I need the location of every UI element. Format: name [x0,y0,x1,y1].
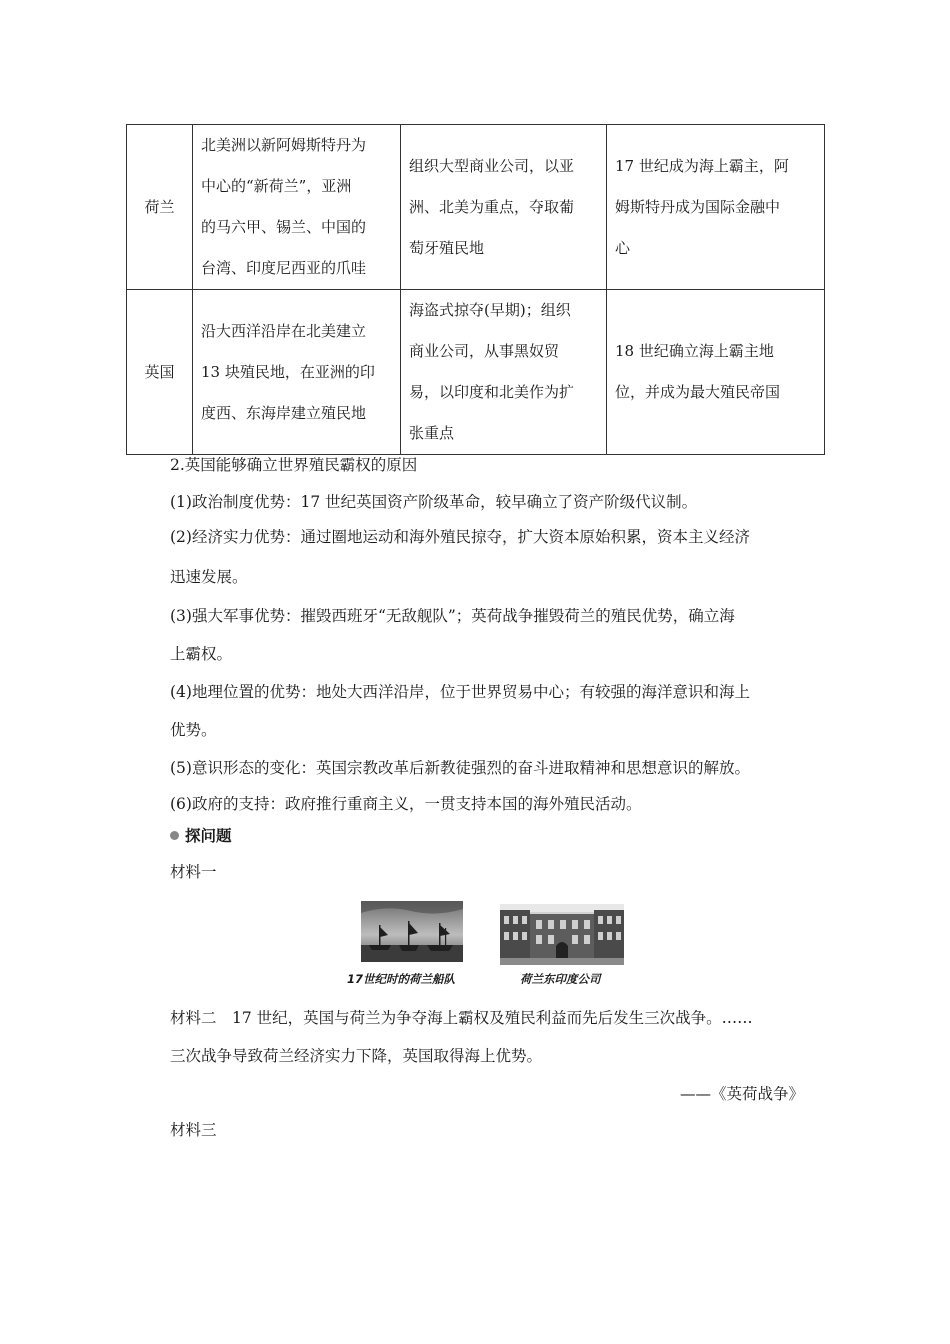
reason-paragraph: (1)政治制度优势：17 世纪英国资产阶级革命，较早确立了资产阶级代议制。 [170,493,698,511]
dutch-fleet-image [361,901,463,962]
section-heading: 2.英国能够确立世界殖民霸权的原因 [170,456,418,474]
reason-paragraph-cont: 优势。 [170,721,217,739]
result-cell [607,290,825,455]
country-cell: 英国 [127,290,193,455]
colonies-table [126,124,825,455]
cell-line: 的马六甲、锡兰、中国的 [201,218,367,236]
cell-line: 台湾、印度尼西亚的爪哇 [201,259,367,277]
cell-line: 张重点 [409,424,455,442]
cell-line: 度西、东海岸建立殖民地 [201,403,367,422]
east-india-company-image [500,904,624,965]
reason-paragraph: (4)地理位置的优势：地处大西洋沿岸，位于世界贸易中心；有较强的海洋意识和海上 [170,683,750,701]
cell-line: 沿大西洋沿岸在北美建立 [201,321,367,340]
material-label: 材料三 [170,1121,217,1139]
explore-heading-label: 探问题 [185,827,232,845]
cell-line: 位，并成为最大殖民帝国 [615,383,781,401]
material-label: 材料一 [170,863,217,881]
reason-paragraph: (2)经济实力优势：通过圈地运动和海外殖民掠夺，扩大资本原始积累，资本主义经济 [170,528,750,546]
result-cell [607,125,825,290]
colony-regions-cell [193,125,401,290]
figure-caption: 17世纪时的荷兰船队 [347,972,456,986]
country-cell: 荷兰 [127,125,193,290]
cell-line: 13 块殖民地，在亚洲的印 [201,362,375,381]
bullet-dot-icon [170,831,179,840]
cell-line: 组织大型商业公司，以亚 [409,156,575,175]
material-paragraph: 材料二 17 世纪，英国与荷兰为争夺海上霸权及殖民利益而先后发生三次战争。…… [170,1009,753,1027]
cell-line: 心 [615,238,631,257]
cell-line: 北美洲以新阿姆斯特丹为 [201,136,367,154]
material-paragraph-cont: 三次战争导致荷兰经济实力下降，英国取得海上优势。 [170,1047,543,1065]
colony-regions-cell [193,290,401,455]
reason-paragraph: (5)意识形态的变化：英国宗教改革后新教徒强烈的奋斗进取精神和思想意识的解放。 [170,759,750,777]
cell-line: 17 世纪成为海上霸主，阿 [615,156,789,175]
cell-line: 商业公司，从事黑奴贸 [409,342,560,360]
cell-line: 姆斯特丹成为国际金融中 [615,197,781,216]
table-row [127,125,825,290]
reason-paragraph-cont: 上霸权。 [170,645,233,663]
expansion-method-cell [401,290,607,455]
cell-line: 萄牙殖民地 [409,238,485,257]
figure-caption: 荷兰东印度公司 [520,972,601,986]
expansion-method-cell [401,125,607,290]
cell-line: 易，以印度和北美作为扩 [409,383,575,401]
reason-paragraph: (3)强大军事优势：摧毁西班牙“无敌舰队”；英荷战争摧毁荷兰的殖民优势，确立海 [170,607,735,625]
reason-paragraph-cont: 迅速发展。 [170,568,248,586]
cell-line: 洲、北美为重点，夺取葡 [409,197,575,216]
explore-heading [170,824,232,846]
table-row [127,290,825,455]
reason-paragraph: (6)政府的支持：政府推行重商主义，一贯支持本国的海外殖民活动。 [170,795,642,813]
cell-line: 海盗式掠夺(早期)；组织 [409,301,571,319]
cell-line: 中心的“新荷兰”，亚洲 [201,177,352,195]
cell-line: 18 世纪确立海上霸主地 [615,342,774,360]
source-citation: ——《英荷战争》 [679,1085,804,1103]
